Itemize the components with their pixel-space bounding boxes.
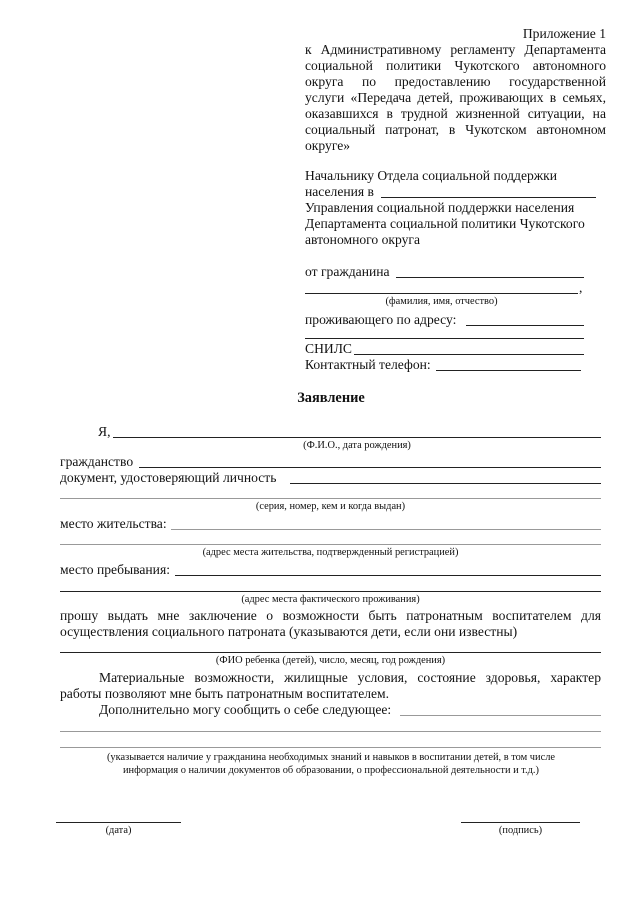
date-hint: (дата) xyxy=(105,825,132,836)
residence-field-2[interactable] xyxy=(60,544,601,545)
id-document-field-2[interactable] xyxy=(60,498,601,499)
regulation-line: округа по предоставлению государственной xyxy=(305,74,606,89)
signature-hint: (подпись) xyxy=(498,825,543,836)
additional-info-field-2[interactable] xyxy=(60,731,601,732)
phone-field[interactable] xyxy=(436,370,581,371)
addressee-department-field[interactable] xyxy=(381,197,596,198)
appendix-title: Приложение 1 xyxy=(522,26,606,41)
form-title: Заявление xyxy=(297,390,365,406)
regulation-line: услуги «Передача детей, проживающих в семьях, xyxy=(305,90,606,105)
citizenship-field[interactable] xyxy=(139,467,601,468)
citizen-name-field[interactable] xyxy=(396,277,584,278)
residence-label: место жительства: xyxy=(60,516,167,531)
id-document-label: документ, удостоверяющий личность xyxy=(60,470,277,485)
stay-label: место пребывания: xyxy=(60,562,170,577)
fio-birthdate-field[interactable] xyxy=(113,437,601,438)
address-field-2[interactable] xyxy=(305,338,584,339)
child-info-field[interactable] xyxy=(60,652,601,653)
request-line: прошу выдать мне заключение о возможности быть патронатным воспитателем для xyxy=(60,608,601,623)
i-label: Я, xyxy=(98,424,111,439)
fio-birthdate-hint: (Ф.И.О., дата рождения) xyxy=(303,440,411,451)
addressee-line: Департамента социальной политики Чукотского xyxy=(305,216,585,231)
snils-field[interactable] xyxy=(354,354,584,355)
addressee-line: Управления социальной поддержки населения xyxy=(305,200,575,215)
id-document-hint: (серия, номер, кем и когда выдан) xyxy=(255,501,406,512)
stay-hint: (адрес места фактического проживания) xyxy=(241,594,420,605)
signature-field[interactable] xyxy=(461,822,580,823)
material-line: работы позволяют мне быть патронатным воспитателем. xyxy=(60,686,390,701)
child-info-hint: (ФИО ребенка (детей), число, месяц, год рождения) xyxy=(215,655,446,666)
addressee-line: автономного округа xyxy=(305,232,421,247)
stay-field[interactable] xyxy=(175,575,601,576)
snils-label: СНИЛС xyxy=(305,341,352,356)
addressee-line: населения в xyxy=(305,184,374,199)
regulation-line: округе» xyxy=(305,138,351,153)
phone-label: Контактный телефон: xyxy=(305,357,431,372)
request-line: осуществления социального патроната (указываются дети, если они известны) xyxy=(60,624,518,639)
additional-info-field[interactable] xyxy=(400,715,601,716)
stay-field-2[interactable] xyxy=(60,591,601,592)
material-line: Материальные возможности, жилищные условия, состояние здоровья, характер xyxy=(99,670,601,685)
skills-hint: информация о наличии документов об образовании, о профессиональной деятельности и т.д.) xyxy=(123,765,539,776)
regulation-line: социальный патронат, в Чукотском автономном xyxy=(305,122,606,137)
id-document-field[interactable] xyxy=(290,483,601,484)
address-field[interactable] xyxy=(466,325,584,326)
from-citizen-label: от гражданина xyxy=(305,264,390,279)
additional-info-field-3[interactable] xyxy=(60,747,601,748)
additional-info-label: Дополнительно могу сообщить о себе следующее: xyxy=(99,702,392,717)
regulation-line: к Административному регламенту Департамента xyxy=(305,42,606,57)
regulation-line: социальной политики Чукотского автономного xyxy=(305,58,606,73)
citizen-name-field-2[interactable] xyxy=(305,293,578,294)
residing-label: проживающего по адресу: xyxy=(305,312,457,327)
residence-hint: (адрес места жительства, подтвержденный регистрацией) xyxy=(202,547,459,558)
addressee-line: Начальнику Отдела социальной поддержки xyxy=(305,168,558,183)
skills-hint: (указывается наличие у гражданина необходимых знаний и навыков в воспитании детей, в том числе xyxy=(106,752,556,763)
comma: , xyxy=(579,280,583,295)
citizenship-label: гражданство xyxy=(60,454,134,469)
fio-hint: (фамилия, имя, отчество) xyxy=(385,296,498,307)
residence-field[interactable] xyxy=(171,529,601,530)
date-field[interactable] xyxy=(56,822,181,823)
regulation-line: оказавшихся в трудной жизненной ситуации, на xyxy=(305,106,606,121)
